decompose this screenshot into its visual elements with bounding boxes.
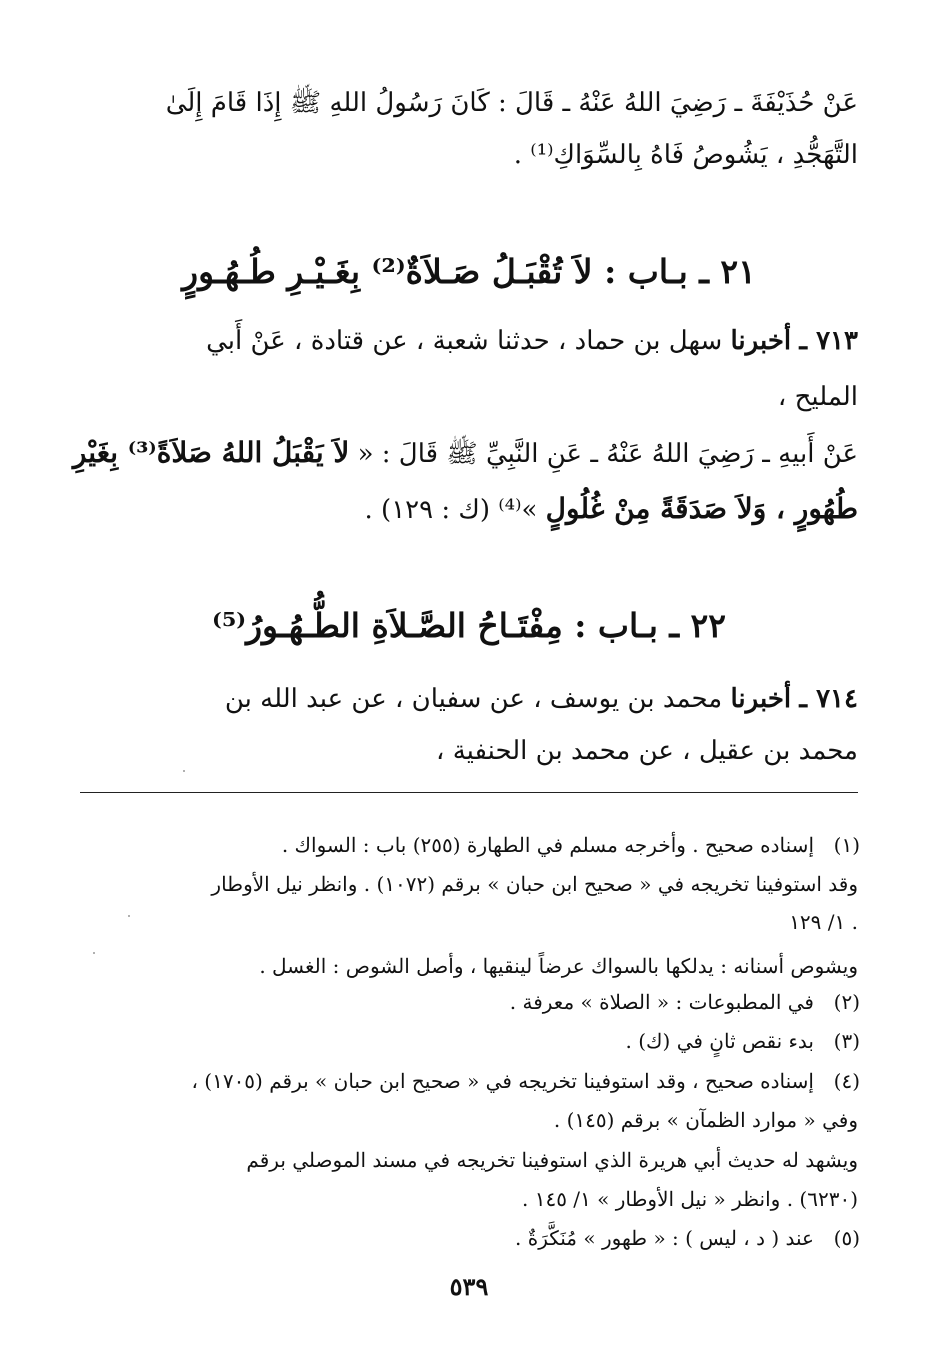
page-number: ٥٣٩ [449,1272,489,1301]
hadith-714-chain: محمد بن يوسف ، عن سفيان ، عن عبد الله بن [224,684,723,714]
footnote-3-number: (٣) [833,1029,860,1053]
hadith-714-number: ٧١٤ ـ [799,684,858,714]
footnote-1-line-4: ويشوص أسنانه : يدلكها بالسواك عرضاً لينقيها ، وأصل الشوص : الغسل . [259,954,858,978]
hadith-713-text-bold-1: لاَ يَقْبَلُ اللهُ صَلاَةً⁽³⁾ بِغَيْرِ [72,436,350,469]
footnote-2-number: (٢) [833,990,860,1014]
hadith-714-line-2: محمد بن عقيل ، عن محمد بن الحنفية ، [436,736,858,766]
hadith-713-line-3 [73,436,858,475]
footnote-5-line-1: عند ( د ، ليس ) : « طهور » مُنَكَّرَةٌ . [515,1226,814,1250]
footnote-1-line-3: ١/ ١٢٩ . [789,910,858,934]
footnote-4-line-1: إسناده صحيح ، وقد استوفينا تخريجه في « صحيح ابن حبان » برقم (١٧٠٥) ، [191,1069,814,1093]
footnote-3-line-1: بدء نقص ثانٍ في (ك) . [625,1029,814,1053]
hadith-714-lead: أخبرنا [730,684,792,714]
scan-speck [93,952,95,954]
footnote-4-line-4: (٦٢٣٠) . وانظر « نيل الأوطار » ١/ ١٤٥ . [522,1187,858,1211]
hadith-713-text-bold-2: طُهُورٍ ، وَلاَ صَدَقَةً مِنْ غُلُولٍ [545,492,858,525]
hadith-714-line-1 [225,684,858,714]
hadith-713-line-2: المليح ، [777,382,858,412]
footnote-1-line-2: وقد استوفينا تخريجه في « صحيح ابن حبان » برقم (١٠٧٢) . وانظر نيل الأوطار [211,872,858,896]
intro-line-1: عَنْ حُذَيْفَةَ ـ رَضِيَ اللهُ عَنْهُ ـ قَالَ : كَانَ رَسُولُ اللهِ ﷺ إِذَا قَامَ إِلَىٰ [165,88,858,118]
footnote-1-line-1: إسناده صحيح . وأخرجه مسلم في الطهارة (٢٥٥) باب : السواك . [281,833,814,857]
intro-line-2: التَّهَجُّدِ ، يَشُوصُ فَاهُ بِالسِّوَاكِ⁽¹⁾ . [513,140,858,170]
footnote-4-line-3: ويشهد له حديث أبي هريرة الذي استوفينا تخريجه في مسند الموصلي برقم [246,1148,858,1172]
hadith-713-lead: أخبرنا [730,326,792,356]
hadith-713-number: ٧١٣ ـ [799,326,858,356]
footnote-4-number: (٤) [833,1069,860,1093]
footnote-separator [80,792,858,793]
scan-speck [128,915,130,917]
footnote-1-number: (١) [833,833,860,857]
footnote-5-number: (٥) [833,1226,860,1250]
chapter-21-heading: ٢١ ـ بـاب : لاَ تُقْبَـلُ صَـلاَةٌ⁽²⁾ بِغَـيْـرِ طُـهُـورٍ [182,252,756,291]
hadith-713-chain: سهل بن حماد ، حدثنا شعبة ، عن قتادة ، عَنْ أَبي [206,326,723,356]
hadith-713-narration: عَنْ أَبيهِ ـ رَضِيَ اللهُ عَنْهُ ـ عَنِ النَّبِيِّ ﷺ قَالَ : « [357,439,858,469]
footnote-2-line-1: في المطبوعات : « الصلاة » معرفة . [509,990,814,1014]
scan-speck [183,770,185,772]
hadith-713-line-4 [365,492,858,525]
hadith-713-line-1 [206,326,858,356]
hadith-713-reference: »⁽⁴⁾ (ك : ١٢٩) . [364,495,538,525]
chapter-22-heading: ٢٢ ـ بـاب : مِفْتَـاحُ الصَّـلاَةِ الطُّـهُـورُ⁽⁵⁾ [211,606,726,645]
footnote-4-line-2: وفي « موارد الظمآن » برقم (١٤٥) . [553,1108,858,1132]
